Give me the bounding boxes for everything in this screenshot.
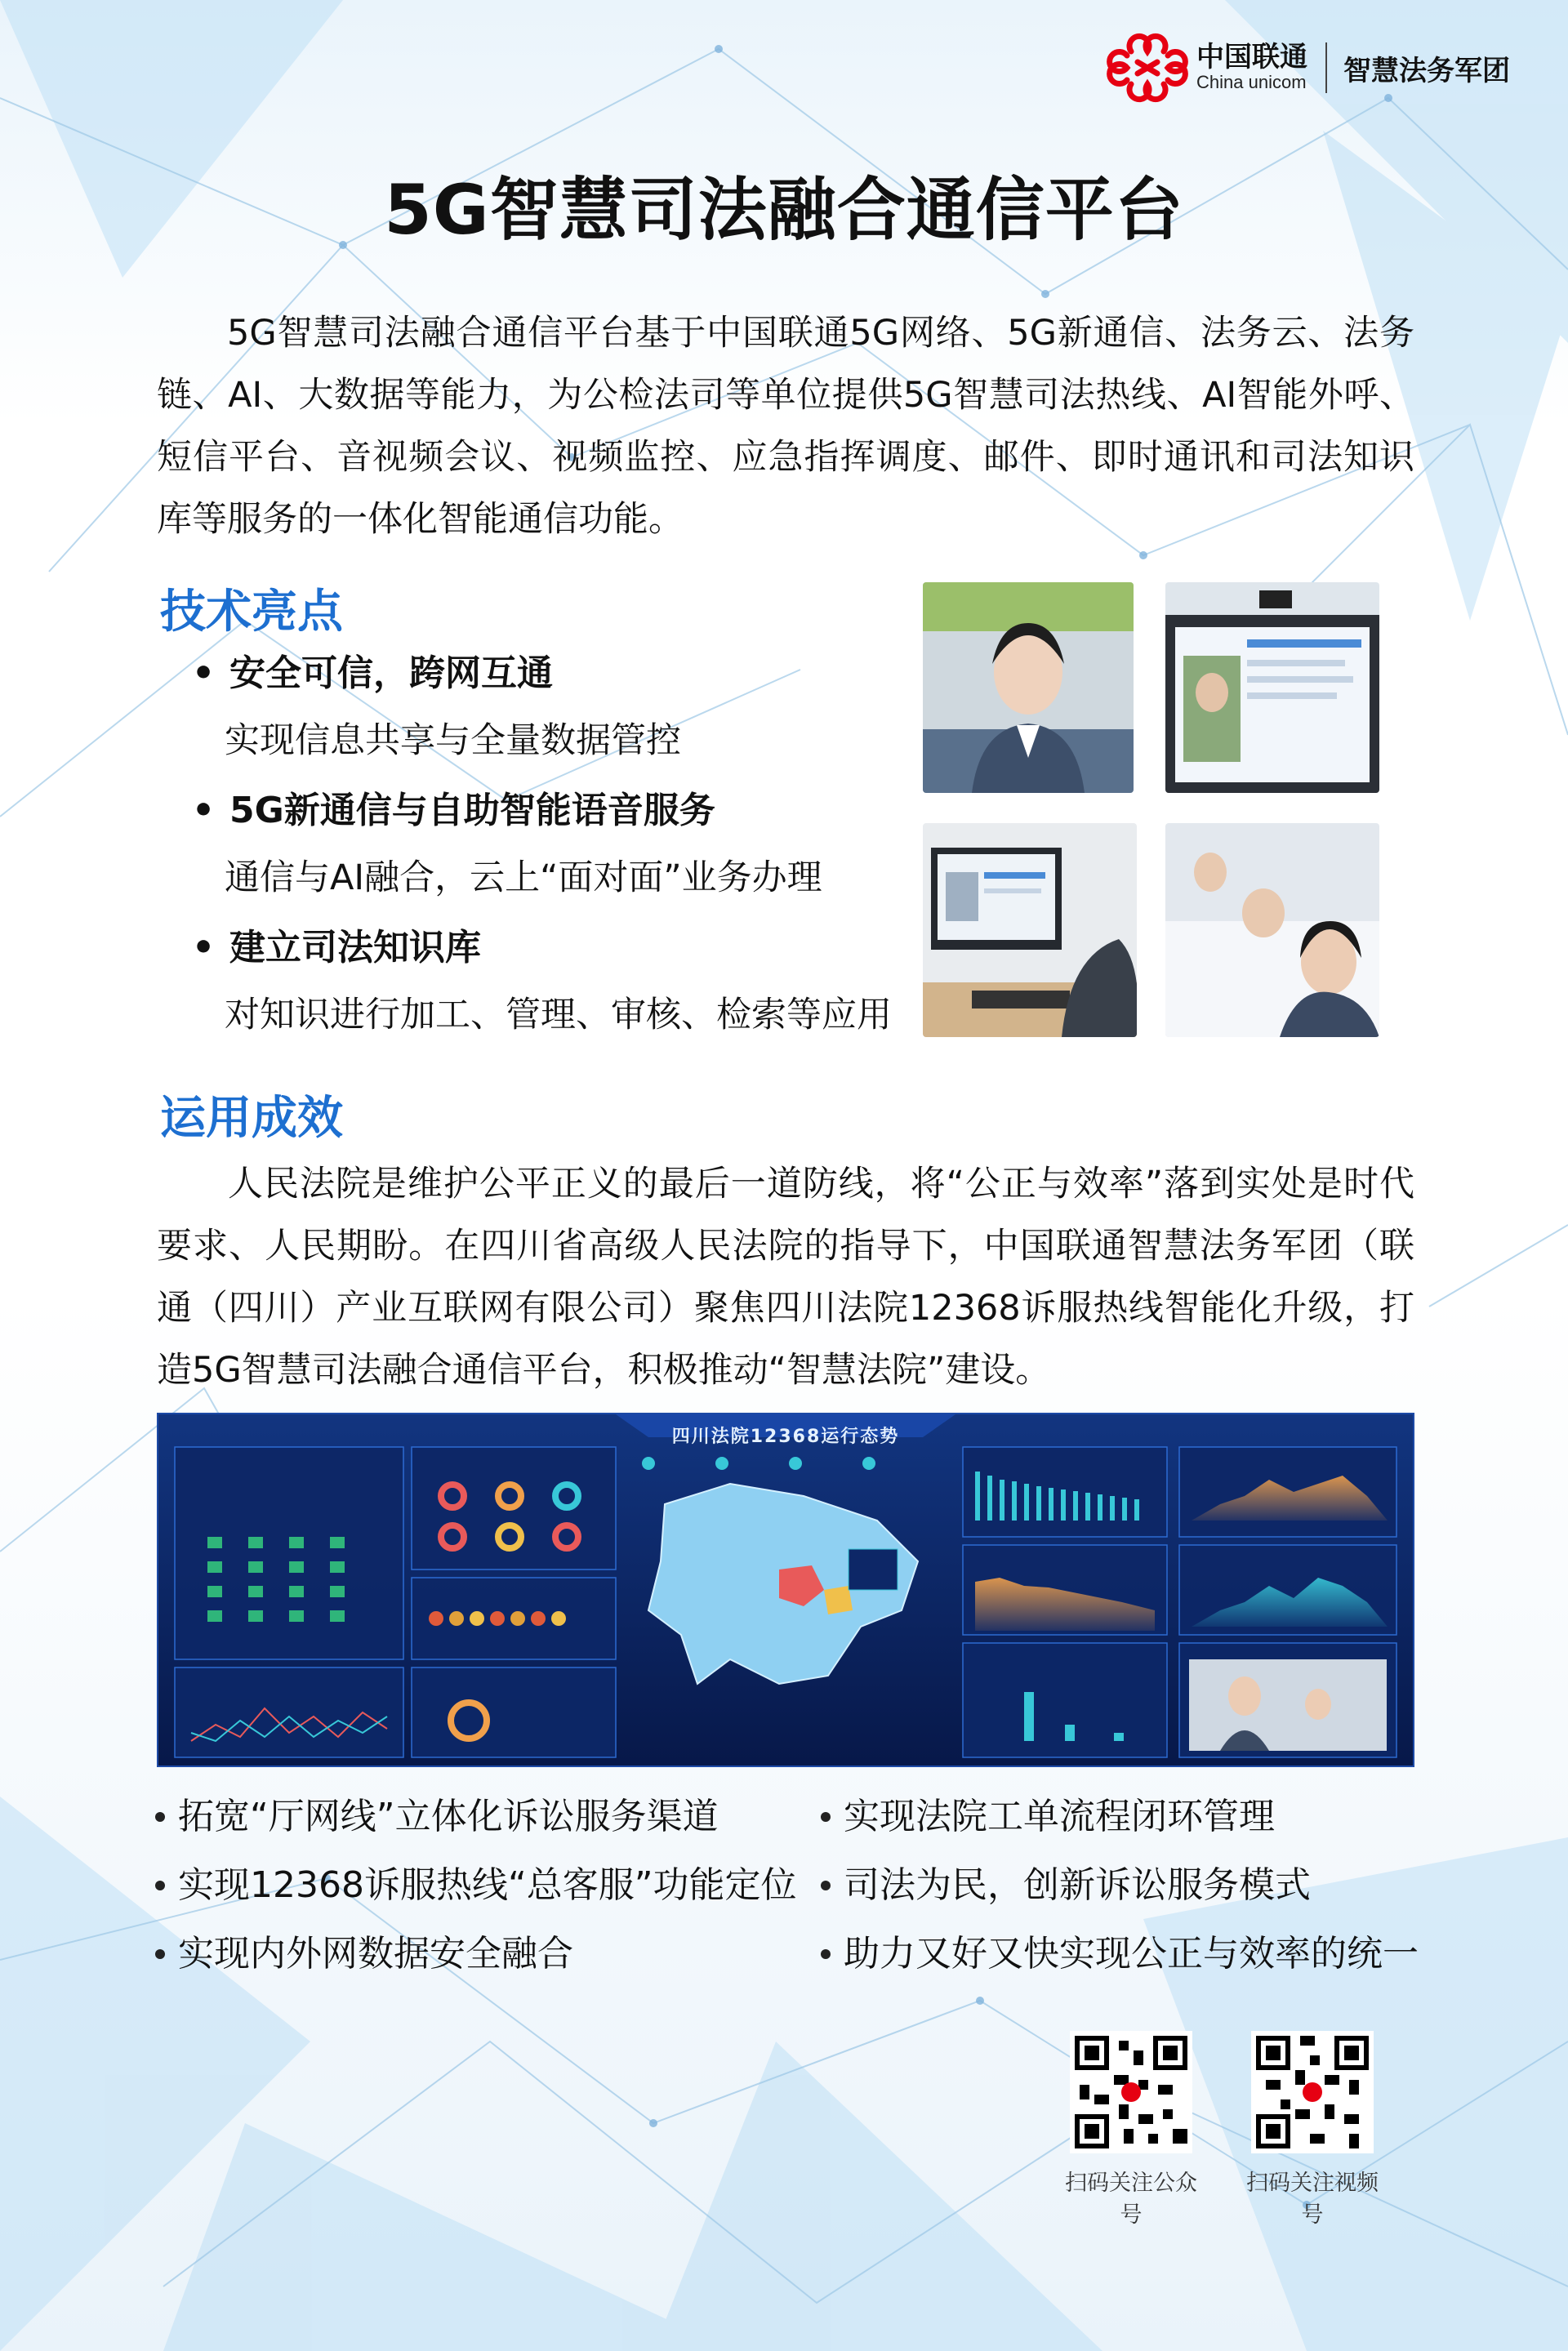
highlights-heading: 技术亮点 [160, 586, 343, 639]
highlight-desc: 实现信息共享与全量数据管控 [225, 720, 681, 761]
dashboard-screenshot [157, 1413, 1414, 1767]
qr-code-icon[interactable] [1251, 2031, 1374, 2153]
achievement-item [155, 1861, 808, 1910]
achievement-item [821, 1930, 1441, 1979]
highlight-desc: 通信与AI融合，云上“面对面”业务办理 [225, 857, 822, 898]
achievement-text: 司法为民，创新诉讼服务模式 [844, 1864, 1311, 1906]
highlight-item: • 5G新通信与自助智能语音服务 通信与AI融合，云上“面对面”业务办理 [192, 786, 927, 902]
photo-video-terminal [1165, 582, 1379, 793]
achievement-text: 助力又好又快实现公正与效率的统一 [844, 1933, 1419, 1975]
highlight-desc: 对知识进行加工、管理、审核、检索等应用 [225, 995, 892, 1035]
qr-block-video-account [1246, 2031, 1379, 2229]
achievement-item [155, 1792, 808, 1841]
highlight-title: 建立司法知识库 [229, 927, 481, 968]
intro-text: 5G智慧司法融合通信平台基于中国联通5G网络、5G新通信、法务云、法务链、AI、大数据等能力，为公检法司等单位提供5G智慧司法热线、AI智能外呼、短信平台、音视频会议、视频监控、应急指挥调度、邮件、即时通讯和司法知识库等服务的一体化智能通信功能。 [157, 313, 1414, 540]
photo-call-center-team [1165, 823, 1379, 1037]
achievement-item [821, 1792, 1441, 1841]
qr-caption: 扫码关注公众号 [1065, 2171, 1197, 2228]
logo-divider [1325, 42, 1327, 93]
achievement-text: 实现法院工单流程闭环管理 [844, 1796, 1275, 1837]
brand-logo [1107, 31, 1531, 105]
intro-paragraph [157, 302, 1414, 550]
highlight-item: • 建立司法知识库 对知识进行加工、管理、审核、检索等应用 [192, 924, 927, 1040]
dashboard-graphic [158, 1414, 1413, 1765]
achievement-item [821, 1861, 1441, 1910]
achievements-right [821, 1792, 1441, 1998]
qr-caption: 扫码关注视频号 [1246, 2171, 1379, 2228]
highlight-title: 安全可信，跨网互通 [229, 652, 553, 694]
dashboard-title: 四川法院12368运行态势 [671, 1427, 900, 1447]
results-text: 人民法院是维护公平正义的最后一道防线，将“公正与效率”落到实处是时代要求、人民期盼。在四川省高级人民法院的指导下，中国联通智慧法务军团（联通（四川）产业互联网有限公司）聚焦四川法院12368诉服热线智能化升级，打造5G智慧司法融合通信平台，积极推动“智慧法院”建设。 [157, 1164, 1414, 1391]
qr-code-icon[interactable] [1070, 2031, 1192, 2153]
qr-block-official-account [1065, 2031, 1197, 2229]
achievements-left [155, 1792, 808, 1998]
photo-customer-service-agent [923, 582, 1134, 793]
highlight-title: 5G新通信与自助智能语音服务 [229, 790, 715, 831]
achievement-text: 实现12368诉服热线“总客服”功能定位 [178, 1864, 797, 1906]
achievement-text: 实现内外网数据安全融合 [178, 1933, 573, 1975]
results-paragraph [157, 1153, 1414, 1401]
page-title: 5G智慧司法融合通信平台 [384, 170, 1184, 250]
brand-team-name: 智慧法务军团 [1343, 54, 1510, 87]
brand-cn-name: 中国联通 [1196, 42, 1307, 73]
highlight-item: • 安全可信，跨网互通 实现信息共享与全量数据管控 [192, 649, 927, 765]
results-heading: 运用成效 [160, 1092, 343, 1145]
achievement-text: 拓宽“厅网线”立体化诉讼服务渠道 [178, 1796, 719, 1837]
brand-en-name: China unicom [1196, 72, 1307, 92]
china-unicom-knot-icon [1107, 31, 1188, 105]
achievement-item [155, 1930, 808, 1979]
photo-operator-at-computer [923, 823, 1137, 1037]
